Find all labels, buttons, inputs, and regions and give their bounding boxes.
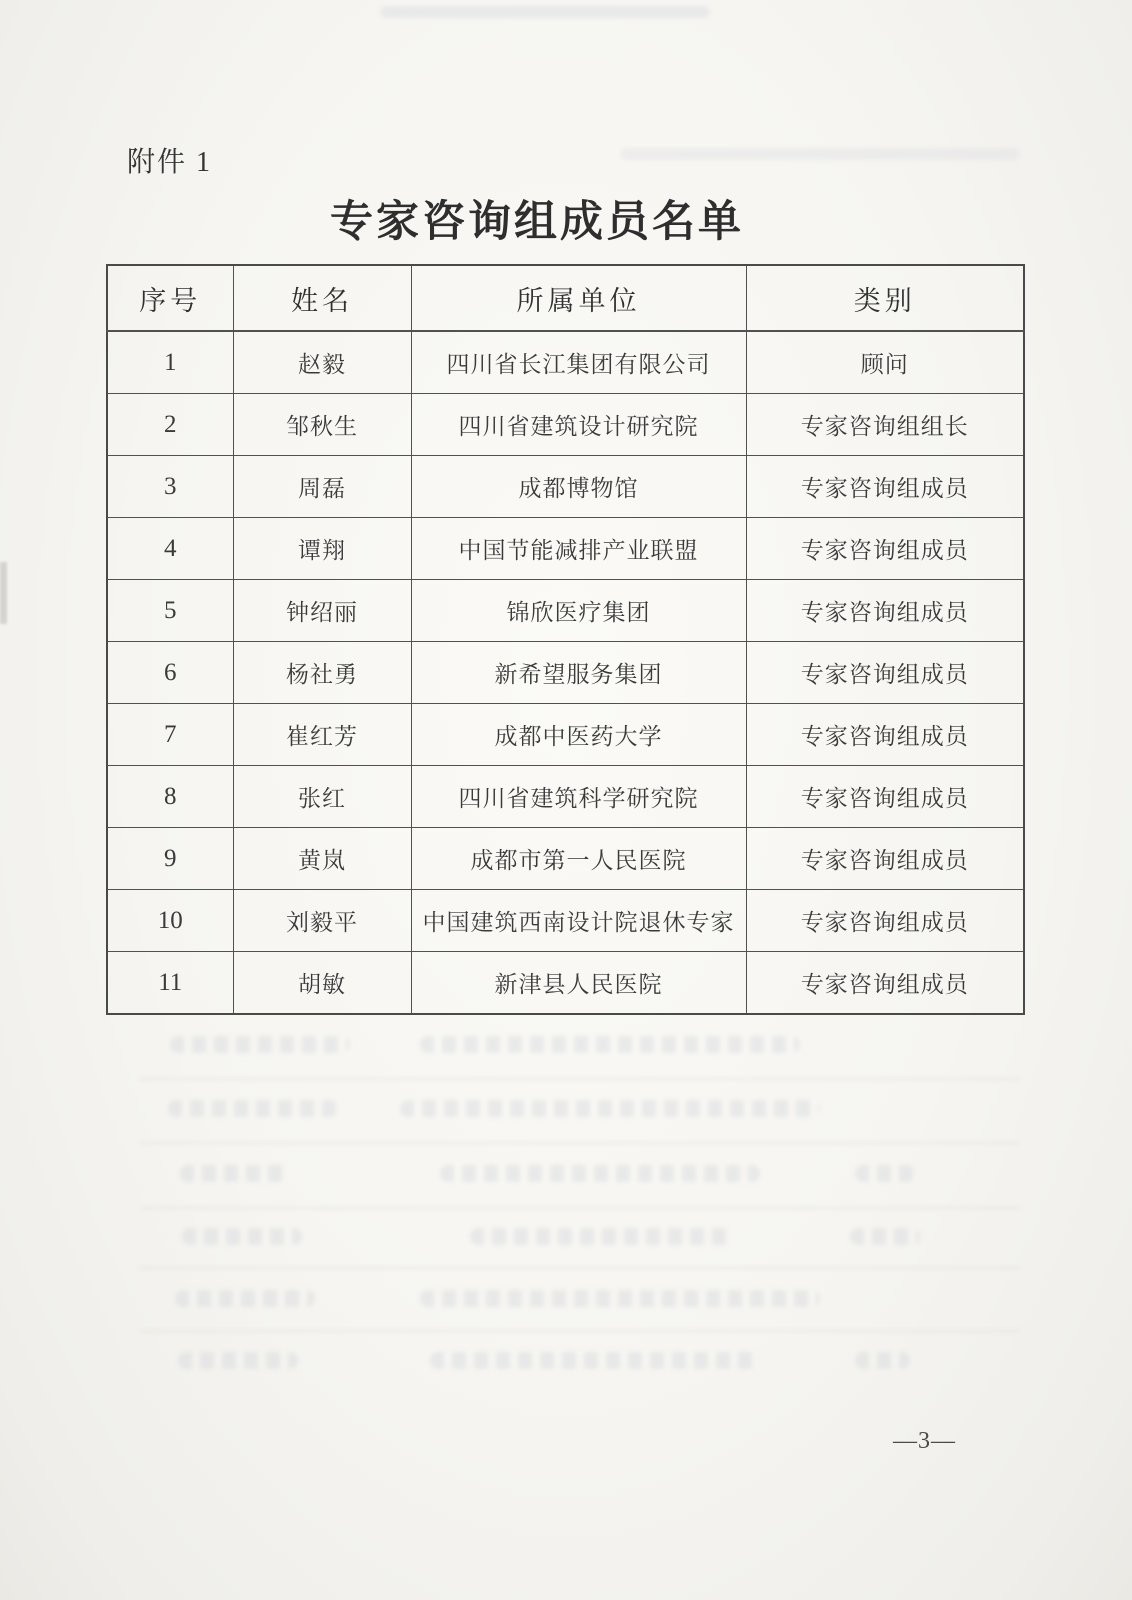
table-row — [107, 642, 1024, 704]
bleed-through-line — [140, 1207, 1020, 1209]
cell-unit: 中国建筑西南设计院退休专家 — [411, 890, 746, 952]
bleed-through-row — [855, 1352, 910, 1369]
bleed-through-line — [140, 1267, 1020, 1269]
bleed-through-row — [440, 1165, 760, 1182]
cell-category: 专家咨询组成员 — [746, 642, 1024, 704]
bleed-through-row — [420, 1036, 800, 1053]
member-table — [106, 264, 1025, 1015]
table-row — [107, 518, 1024, 580]
bleed-through-row — [180, 1165, 290, 1182]
table-row — [107, 331, 1024, 394]
bleed-through-row — [850, 1228, 920, 1245]
table-row — [107, 766, 1024, 828]
bleed-through-line — [140, 1078, 1020, 1080]
cell-name: 胡敏 — [233, 952, 411, 1015]
cell-unit: 中国节能减排产业联盟 — [411, 518, 746, 580]
bleed-through-row — [175, 1290, 315, 1307]
page-number: —3— — [893, 1428, 956, 1454]
cell-name: 周磊 — [233, 456, 411, 518]
bleed-through-row — [178, 1352, 298, 1369]
table-row — [107, 580, 1024, 642]
cell-unit: 四川省建筑设计研究院 — [411, 394, 746, 456]
cell-name: 刘毅平 — [233, 890, 411, 952]
cell-name: 钟绍丽 — [233, 580, 411, 642]
cell-unit: 四川省长江集团有限公司 — [411, 331, 746, 394]
bleed-through-row — [855, 1165, 915, 1182]
cell-index: 7 — [107, 704, 233, 766]
page-title: 专家咨询组成员名单 — [330, 199, 744, 246]
table-header — [107, 265, 1024, 331]
cell-unit: 锦欣医疗集团 — [411, 580, 746, 642]
header-row — [107, 265, 1024, 331]
bleed-through-line — [140, 1142, 1020, 1144]
bleed-through-row — [420, 1290, 820, 1307]
bleed-through-row — [182, 1228, 302, 1245]
bleed-through-row — [168, 1100, 338, 1117]
cell-unit: 新希望服务集团 — [411, 642, 746, 704]
table-row — [107, 952, 1024, 1015]
cell-category: 顾问 — [746, 331, 1024, 394]
table-row — [107, 704, 1024, 766]
cell-name: 崔红芳 — [233, 704, 411, 766]
cell-name: 杨社勇 — [233, 642, 411, 704]
table-body — [107, 331, 1024, 1014]
cell-index: 11 — [107, 952, 233, 1015]
cell-name: 黄岚 — [233, 828, 411, 890]
bleed-through-smudge — [620, 148, 1020, 160]
bleed-through-line — [140, 1330, 1020, 1332]
cell-category: 专家咨询组成员 — [746, 828, 1024, 890]
header-category: 类别 — [746, 265, 1024, 331]
cell-unit: 成都市第一人民医院 — [411, 828, 746, 890]
cell-category: 专家咨询组成员 — [746, 580, 1024, 642]
table-row — [107, 394, 1024, 456]
attachment-label: 附件 1 — [127, 147, 213, 178]
cell-index: 9 — [107, 828, 233, 890]
cell-name: 邹秋生 — [233, 394, 411, 456]
cell-category: 专家咨询组成员 — [746, 766, 1024, 828]
cell-index: 4 — [107, 518, 233, 580]
cell-index: 3 — [107, 456, 233, 518]
header-unit: 所属单位 — [411, 265, 746, 331]
bleed-through-row — [170, 1036, 350, 1053]
bleed-through-row — [470, 1228, 730, 1245]
cell-category: 专家咨询组成员 — [746, 890, 1024, 952]
cell-unit: 成都博物馆 — [411, 456, 746, 518]
cell-index: 10 — [107, 890, 233, 952]
table-row — [107, 890, 1024, 952]
cell-index: 5 — [107, 580, 233, 642]
header-index: 序号 — [107, 265, 233, 331]
cell-name: 张红 — [233, 766, 411, 828]
cell-index: 2 — [107, 394, 233, 456]
bleed-through-smudge — [380, 6, 710, 18]
bleed-through-row — [400, 1100, 820, 1117]
cell-category: 专家咨询组组长 — [746, 394, 1024, 456]
cell-name: 谭翔 — [233, 518, 411, 580]
cell-index: 8 — [107, 766, 233, 828]
bleed-through-row — [430, 1352, 760, 1369]
cell-unit: 四川省建筑科学研究院 — [411, 766, 746, 828]
cell-category: 专家咨询组成员 — [746, 704, 1024, 766]
header-name: 姓名 — [233, 265, 411, 331]
cell-unit: 成都中医药大学 — [411, 704, 746, 766]
cell-unit: 新津县人民医院 — [411, 952, 746, 1015]
cell-name: 赵毅 — [233, 331, 411, 394]
cell-category: 专家咨询组成员 — [746, 456, 1024, 518]
scan-edge-mark — [0, 562, 7, 624]
cell-index: 6 — [107, 642, 233, 704]
cell-category: 专家咨询组成员 — [746, 518, 1024, 580]
table-row — [107, 828, 1024, 890]
cell-index: 1 — [107, 331, 233, 394]
table-row — [107, 456, 1024, 518]
cell-category: 专家咨询组成员 — [746, 952, 1024, 1015]
